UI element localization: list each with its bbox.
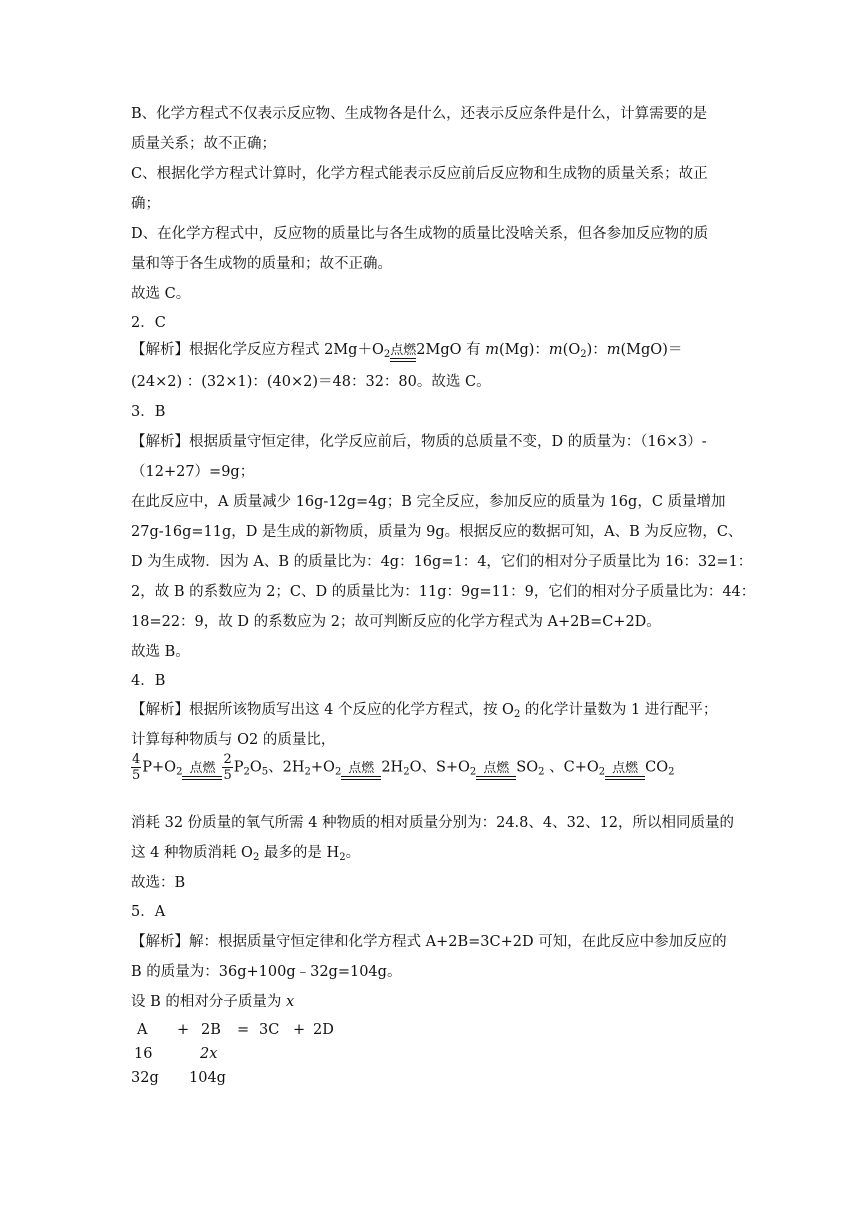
equation-table-cell: 2D — [313, 1022, 334, 1038]
text-line: D 为生成物．因为 A、B 的质量比为：4g：16g=1：4，它们的相对分子质量比为 16：32=1： — [131, 554, 753, 570]
equation-table-cell: + — [293, 1022, 306, 1038]
text-line: C、根据化学方程式计算时，化学方程式能表示反应前后反应物和生成物的质量关系；故正 — [131, 166, 708, 182]
text-line: B 的质量为：36g+100g﹣32g=104g。 — [131, 964, 402, 980]
text-line: B、化学方程式不仅表示反应物、生成物各是什么，还表示反应条件是什么，计算需要的是 — [131, 106, 708, 122]
text-line: 【解析】根据质量守恒定律，化学反应前后，物质的总质量不变，D 的质量为：（16×3）- — [131, 434, 707, 450]
equation-line: 【解析】根据化学反应方程式 $2Mg+O_2$ 点燃 2MgO 有 m(Mg)：$m(O_2)$：m(MgO)＝ — [131, 342, 683, 360]
equation-table-cell: 32g — [131, 1070, 159, 1086]
text-line: 质量关系；故不正确； — [131, 136, 276, 152]
reaction-condition: 点燃 — [341, 762, 381, 780]
reaction-condition: 点燃 — [182, 762, 222, 780]
fraction: $\frac{4}{5}$ — [132, 752, 141, 783]
answer-number: 5．A — [131, 904, 166, 920]
equation-table-cell: 3C — [259, 1022, 280, 1038]
text-line: 【解析】根据所该物质写出这 4 个反应的化学方程式，按 $O_2$ 的化学计量数为 1 进行配平； — [131, 702, 718, 720]
text-line: 量和等于各生成物的质量和；故不正确。 — [131, 256, 392, 272]
text-line: 2，故 B 的系数应为 2；C、D 的质量比为：11g：9g=11：9，它们的相对分子质量比为：44： — [131, 584, 756, 600]
text-line: 故选：B — [131, 875, 186, 891]
text-line: （12+27）=9g； — [131, 464, 255, 480]
text-line: 这 4 种物质消耗 $O_2$ 最多的是 $H_2$。 — [131, 845, 361, 863]
text-line: 设 B 的相对分子质量为 x — [131, 994, 295, 1010]
equation-table-cell: 16 — [134, 1046, 153, 1062]
fraction: $\frac{2}{5}$ — [223, 752, 232, 783]
text-line: D、在化学方程式中，反应物的质量比与各生成物的质量比没啥关系，但各参加反应物的质 — [131, 226, 709, 242]
equation-table-cell: = — [237, 1022, 250, 1038]
text-line: 确； — [131, 196, 160, 212]
text-line: 消耗 32 份质量的氧气所需 4 种物质的相对质量分别为：24.8、4、32、12，所以相同质量的 — [131, 815, 735, 831]
reaction-equations: $\frac{4}{5}$ $P+O_2$ 点燃 $\frac{2}{5}$ $P_2O_5$、$2H_2+O_2$ 点燃 $2H_2O$、$S+O_2$ 点燃 $SO_2$ 、$C+O_2$ 点燃 $CO_2$ — [132, 752, 675, 783]
text-line: 18=22：9，故 D 的系数应为 2；故可判断反应的化学方程式为 A+2B=C+2D。 — [131, 614, 661, 630]
text-line: 27g-16g=11g，D 是生成的新物质，质量为 9g。根据反应的数据可知，A、B 为反应物，C、 — [131, 524, 743, 540]
reaction-condition: 点燃 — [476, 762, 516, 780]
answer-number: 4．B — [131, 673, 166, 689]
equation-table-cell: A — [137, 1022, 148, 1038]
reaction-condition: 点燃 — [605, 762, 645, 780]
text-line: 在此反应中，A 质量减少 16g-12g=4g；B 完全反应，参加反应的质量为 16g，C 质量增加 — [131, 494, 726, 510]
reaction-condition: 点燃 — [390, 344, 416, 362]
text-line: 【解析】解：根据质量守恒定律和化学方程式 A+2B=3C+2D 可知，在此反应中参加反应的 — [131, 934, 727, 950]
equation-table-cell: + — [177, 1022, 190, 1038]
answer-number: 2．C — [131, 315, 166, 331]
answer-number: 3．B — [131, 404, 166, 420]
equation-table-cell: 104g — [189, 1070, 226, 1086]
text-line: 故选 B。 — [131, 644, 190, 660]
equation-table-cell: 2B — [201, 1022, 221, 1038]
text-line: (24×2) ：(32×1)：(40×2)＝48：32：80。故选 C。 — [131, 374, 491, 390]
text-line: 故选 C。 — [131, 286, 191, 302]
equation-table-cell: 2x — [200, 1046, 218, 1062]
text-line: 计算每种物质与 O2 的质量比， — [131, 732, 336, 748]
